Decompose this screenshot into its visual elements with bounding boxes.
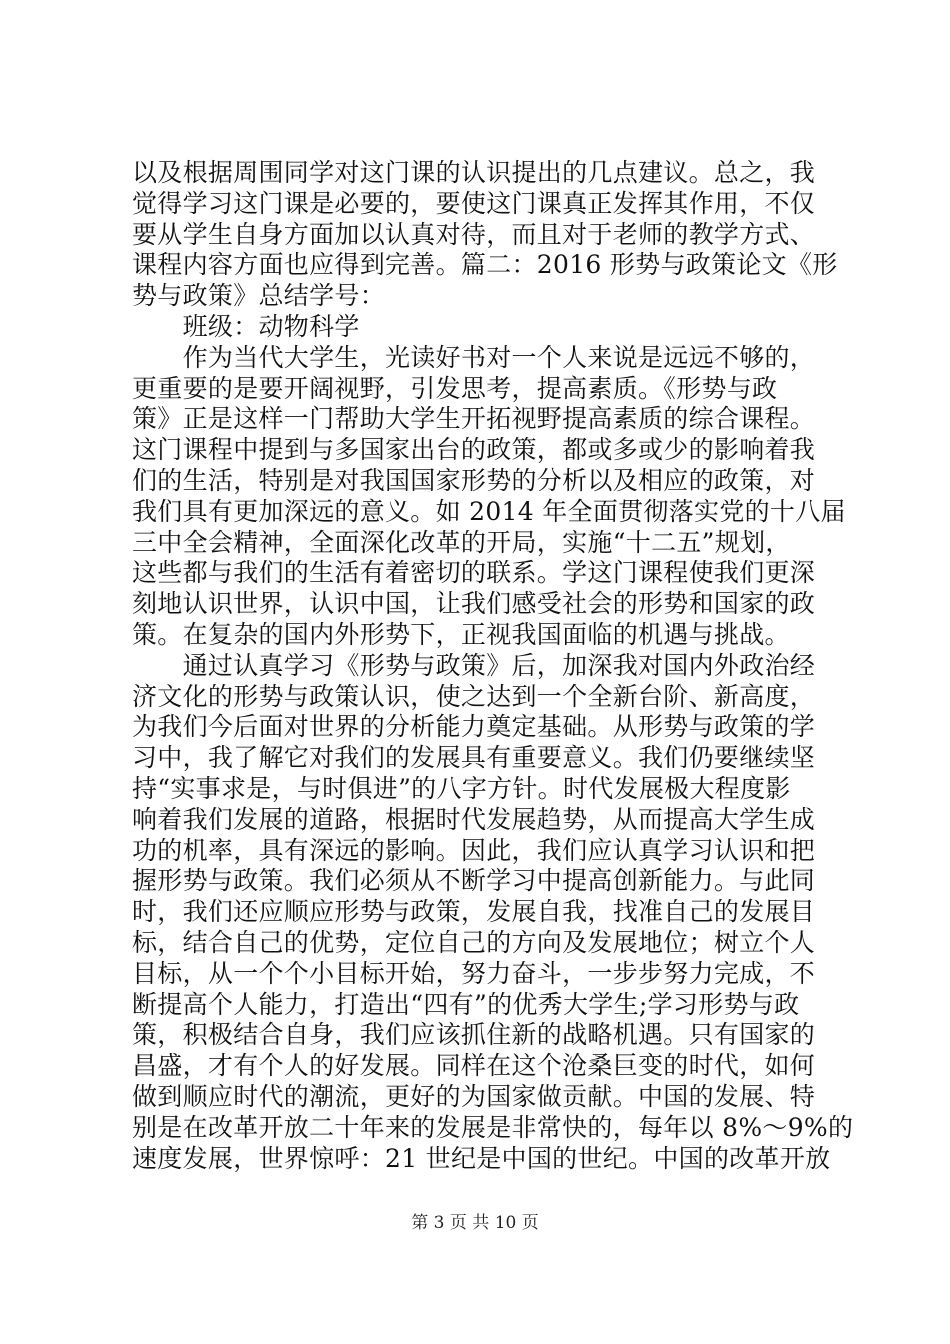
text-line: 做到顺应时代的潮流，更好的为国家做贡献。中国的发展、特 [132, 1081, 816, 1111]
text-line: 班级：动物科学 [132, 311, 360, 341]
text-line: 势与政策》总结学号： [132, 281, 386, 311]
text-line: 目标，从一个个小目标开始，努力奋斗，一步步努力完成，不 [132, 958, 816, 988]
text-line: 响着我们发展的道路，根据时代发展趋势，从而提高大学生成 [132, 804, 816, 834]
text-line: 刻地认识世界，认识中国，让我们感受社会的形势和国家的政 [132, 589, 816, 619]
text-line: 习中，我了解它对我们的发展具有重要意义。我们仍要继续坚 [132, 743, 816, 773]
text-line: 要从学生自身方面加以认真对待，而且对于老师的教学方式、 [132, 219, 816, 249]
text-line: 这些都与我们的生活有着密切的联系。学这门课程使我们更深 [132, 558, 816, 588]
text-line: 策，积极结合自身，我们应该抓住新的战略机遇。只有国家的 [132, 1020, 816, 1050]
text-line: 三中全会精神，全面深化改革的开局，实施“十二五”规划， [132, 527, 791, 557]
text-line: 昌盛，才有个人的好发展。同样在这个沧桑巨变的时代，如何 [132, 1051, 816, 1081]
text-line: 持“实事求是，与时俱进”的八字方针。时代发展极大程度影 [132, 773, 791, 803]
text-line: 以及根据周围同学对这门课的认识提出的几点建议。总之，我 [132, 158, 816, 187]
text-line: 课程内容方面也应得到完善。篇二：2016 形势与政策论文《形 [132, 250, 838, 280]
text-line: 时，我们还应顺应形势与政策，发展自我，找准自己的发展目 [132, 897, 816, 927]
text-line: 们的生活，特别是对我国国家形势的分析以及相应的政策，对 [132, 465, 816, 495]
text-line: 标，结合自己的优势，定位自己的方向及发展地位；树立个人 [132, 927, 816, 957]
text-line: 为我们今后面对世界的分析能力奠定基础。从形势与政策的学 [132, 712, 816, 742]
text-line: 这门课程中提到与多国家出台的政策，都或多或少的影响着我 [132, 435, 816, 465]
document-body [132, 158, 854, 1174]
text-line: 作为当代大学生，光读好书对一个人来说是远远不够的， [132, 342, 816, 372]
text-line: 握形势与政策。我们必须从不断学习中提高创新能力。与此同 [132, 866, 816, 896]
text-line: 济文化的形势与政策认识，使之达到一个全新台阶、新高度， [132, 681, 816, 711]
text-line: 速度发展，世界惊呼：21 世纪是中国的世纪。中国的改革开放 [132, 1143, 831, 1173]
text-line: 策。在复杂的国内外形势下，正视我国面临的机遇与挑战。 [132, 619, 790, 649]
text-line: 通过认真学习《形势与政策》后，加深我对国内外政治经 [132, 650, 816, 680]
text-line: 策》正是这样一门帮助大学生开拓视野提高素质的综合课程。 [132, 404, 816, 434]
text-line: 我们具有更加深远的意义。如 2014 年全面贯彻落实党的十八届 [132, 496, 846, 526]
text-line: 断提高个人能力，打造出“四有”的优秀大学生;学习形势与政 [132, 989, 800, 1019]
text-line: 觉得学习这门课是必要的，要使这门课真正发挥其作用，不仅 [132, 188, 816, 218]
text-line: 更重要的是要开阔视野，引发思考，提高素质。《形势与政 [132, 373, 778, 403]
text-line: 别是在改革开放二十年来的发展是非常快的，每年以 8%～9%的 [132, 1112, 854, 1142]
text-line: 功的机率，具有深远的影响。因此，我们应认真学习认识和把 [132, 835, 816, 865]
page-footer: 第 3 页 共 10 页 [411, 1213, 539, 1233]
